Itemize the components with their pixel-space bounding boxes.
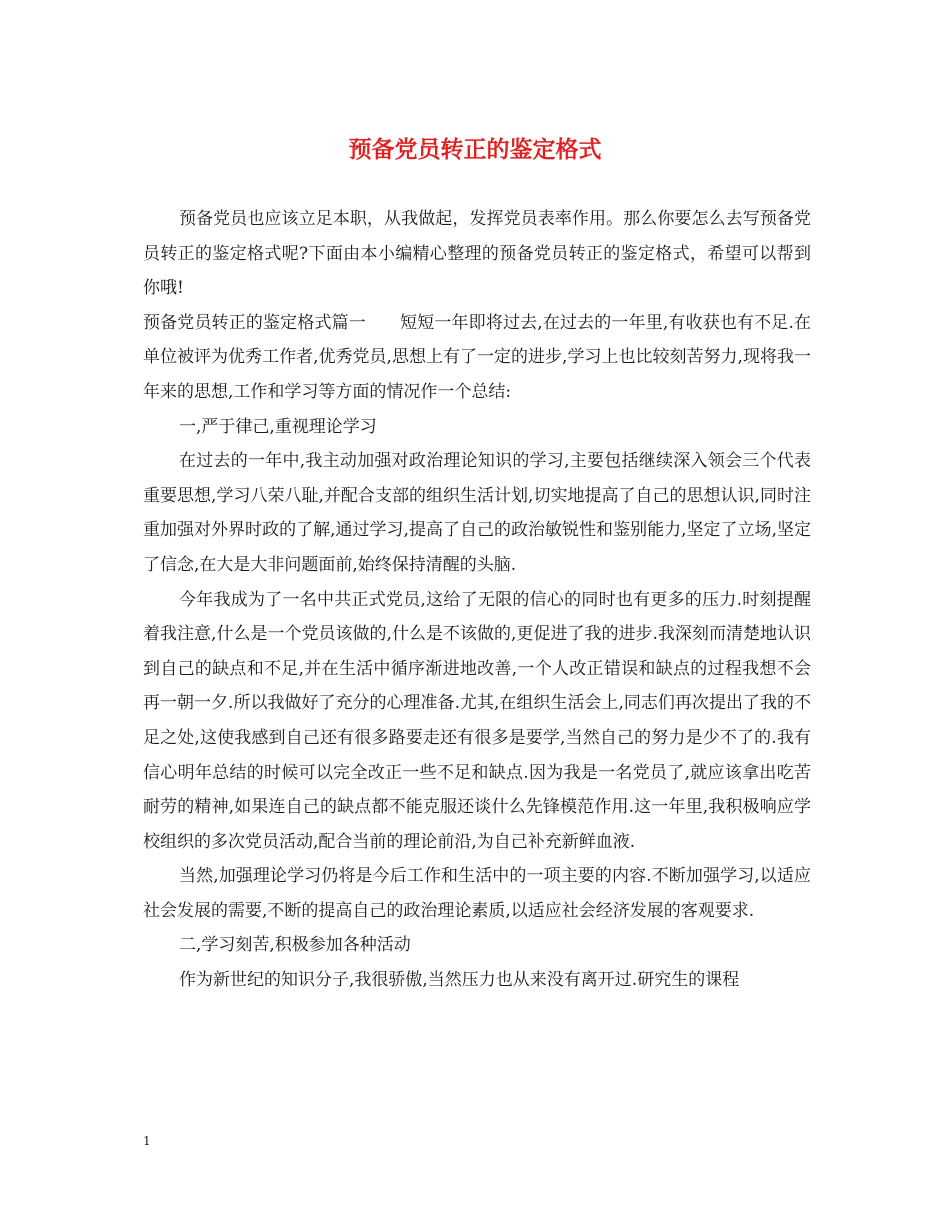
- paragraph-party-member: 今年我成为了一名中共正式党员,这给了无限的信心的同时也有更多的压力.时刻提醒着我注意,什么是一个党员该做的,什么是不该做的,更促进了我的进步.我深刻而清楚地认识到自己的缺点和不足,并在生活中循序渐进地改善,一个人改正错误和缺点的过程我想不会再一朝一夕.所以我做好了充分的心理准备.尤其,在组织生活会上,同志们再次提出了我的不足之处,这使我感到自己还有很多路要走还有很多是要学,当然自己的努力是少不了的.我有信心明年总结的时候可以完全改正一些不足和缺点.因为我是一名党员了,就应该拿出吃苦耐劳的精神,如果连自己的缺点都不能克服还谈什么先锋模范作用.这一年里,我积极响应学校组织的多次党员活动,配合当前的理论前沿,为自己补充新鲜血液.: [143, 589, 811, 852]
- section-lead-text: 短短一年即将过去,在过去的一年里,有收获也有不足.在单位被评为优秀工作者,优秀党员,思想上有了一定的进步,学习上也比较刻苦努力,现将我一年来的思想,工作和学习等方面的情况作一个总结:: [143, 312, 812, 402]
- intro-paragraph: 预备党员也应该立足本职，从我做起，发挥党员表率作用。那么你要怎么去写预备党员转正的鉴定格式呢?下面由本小编精心整理的预备党员转正的鉴定格式，希望可以帮到你哦!: [143, 209, 811, 299]
- section-label: 预备党员转正的鉴定格式篇一: [143, 312, 366, 333]
- section-opening: [143, 306, 811, 410]
- paragraph-continued-study: 当然,加强理论学习仍将是今后工作和生活中的一项主要的内容.不断加强学习,以适应社会发展的需要,不断的提高自己的政治理论素质,以适应社会经济发展的客观要求.: [143, 866, 811, 921]
- paragraph-theory-study: 在过去的一年中,我主动加强对政治理论知识的学习,主要包括继续深入领会三个代表重要思想,学习八荣八耻,并配合支部的组织生活计划,切实地提高了自己的思想认识,同时注重加强对外界时政的了解,通过学习,提高了自己的政治敏锐性和鉴别能力,坚定了立场,坚定了信念,在大是大非问题面前,始终保持清醒的头脑.: [143, 451, 811, 575]
- page-number: 1: [143, 1134, 151, 1148]
- document-title: 预备党员转正的鉴定格式: [348, 137, 602, 163]
- paragraph-intellectual: 作为新世纪的知识分子,我很骄傲,当然压力也从来没有离开过.研究生的课程: [179, 970, 740, 991]
- heading-activities: 二,学习刻苦,积极参加各种活动: [179, 935, 411, 956]
- heading-discipline: 一,严于律己,重视理论学习: [179, 416, 377, 437]
- document-body: [143, 202, 811, 998]
